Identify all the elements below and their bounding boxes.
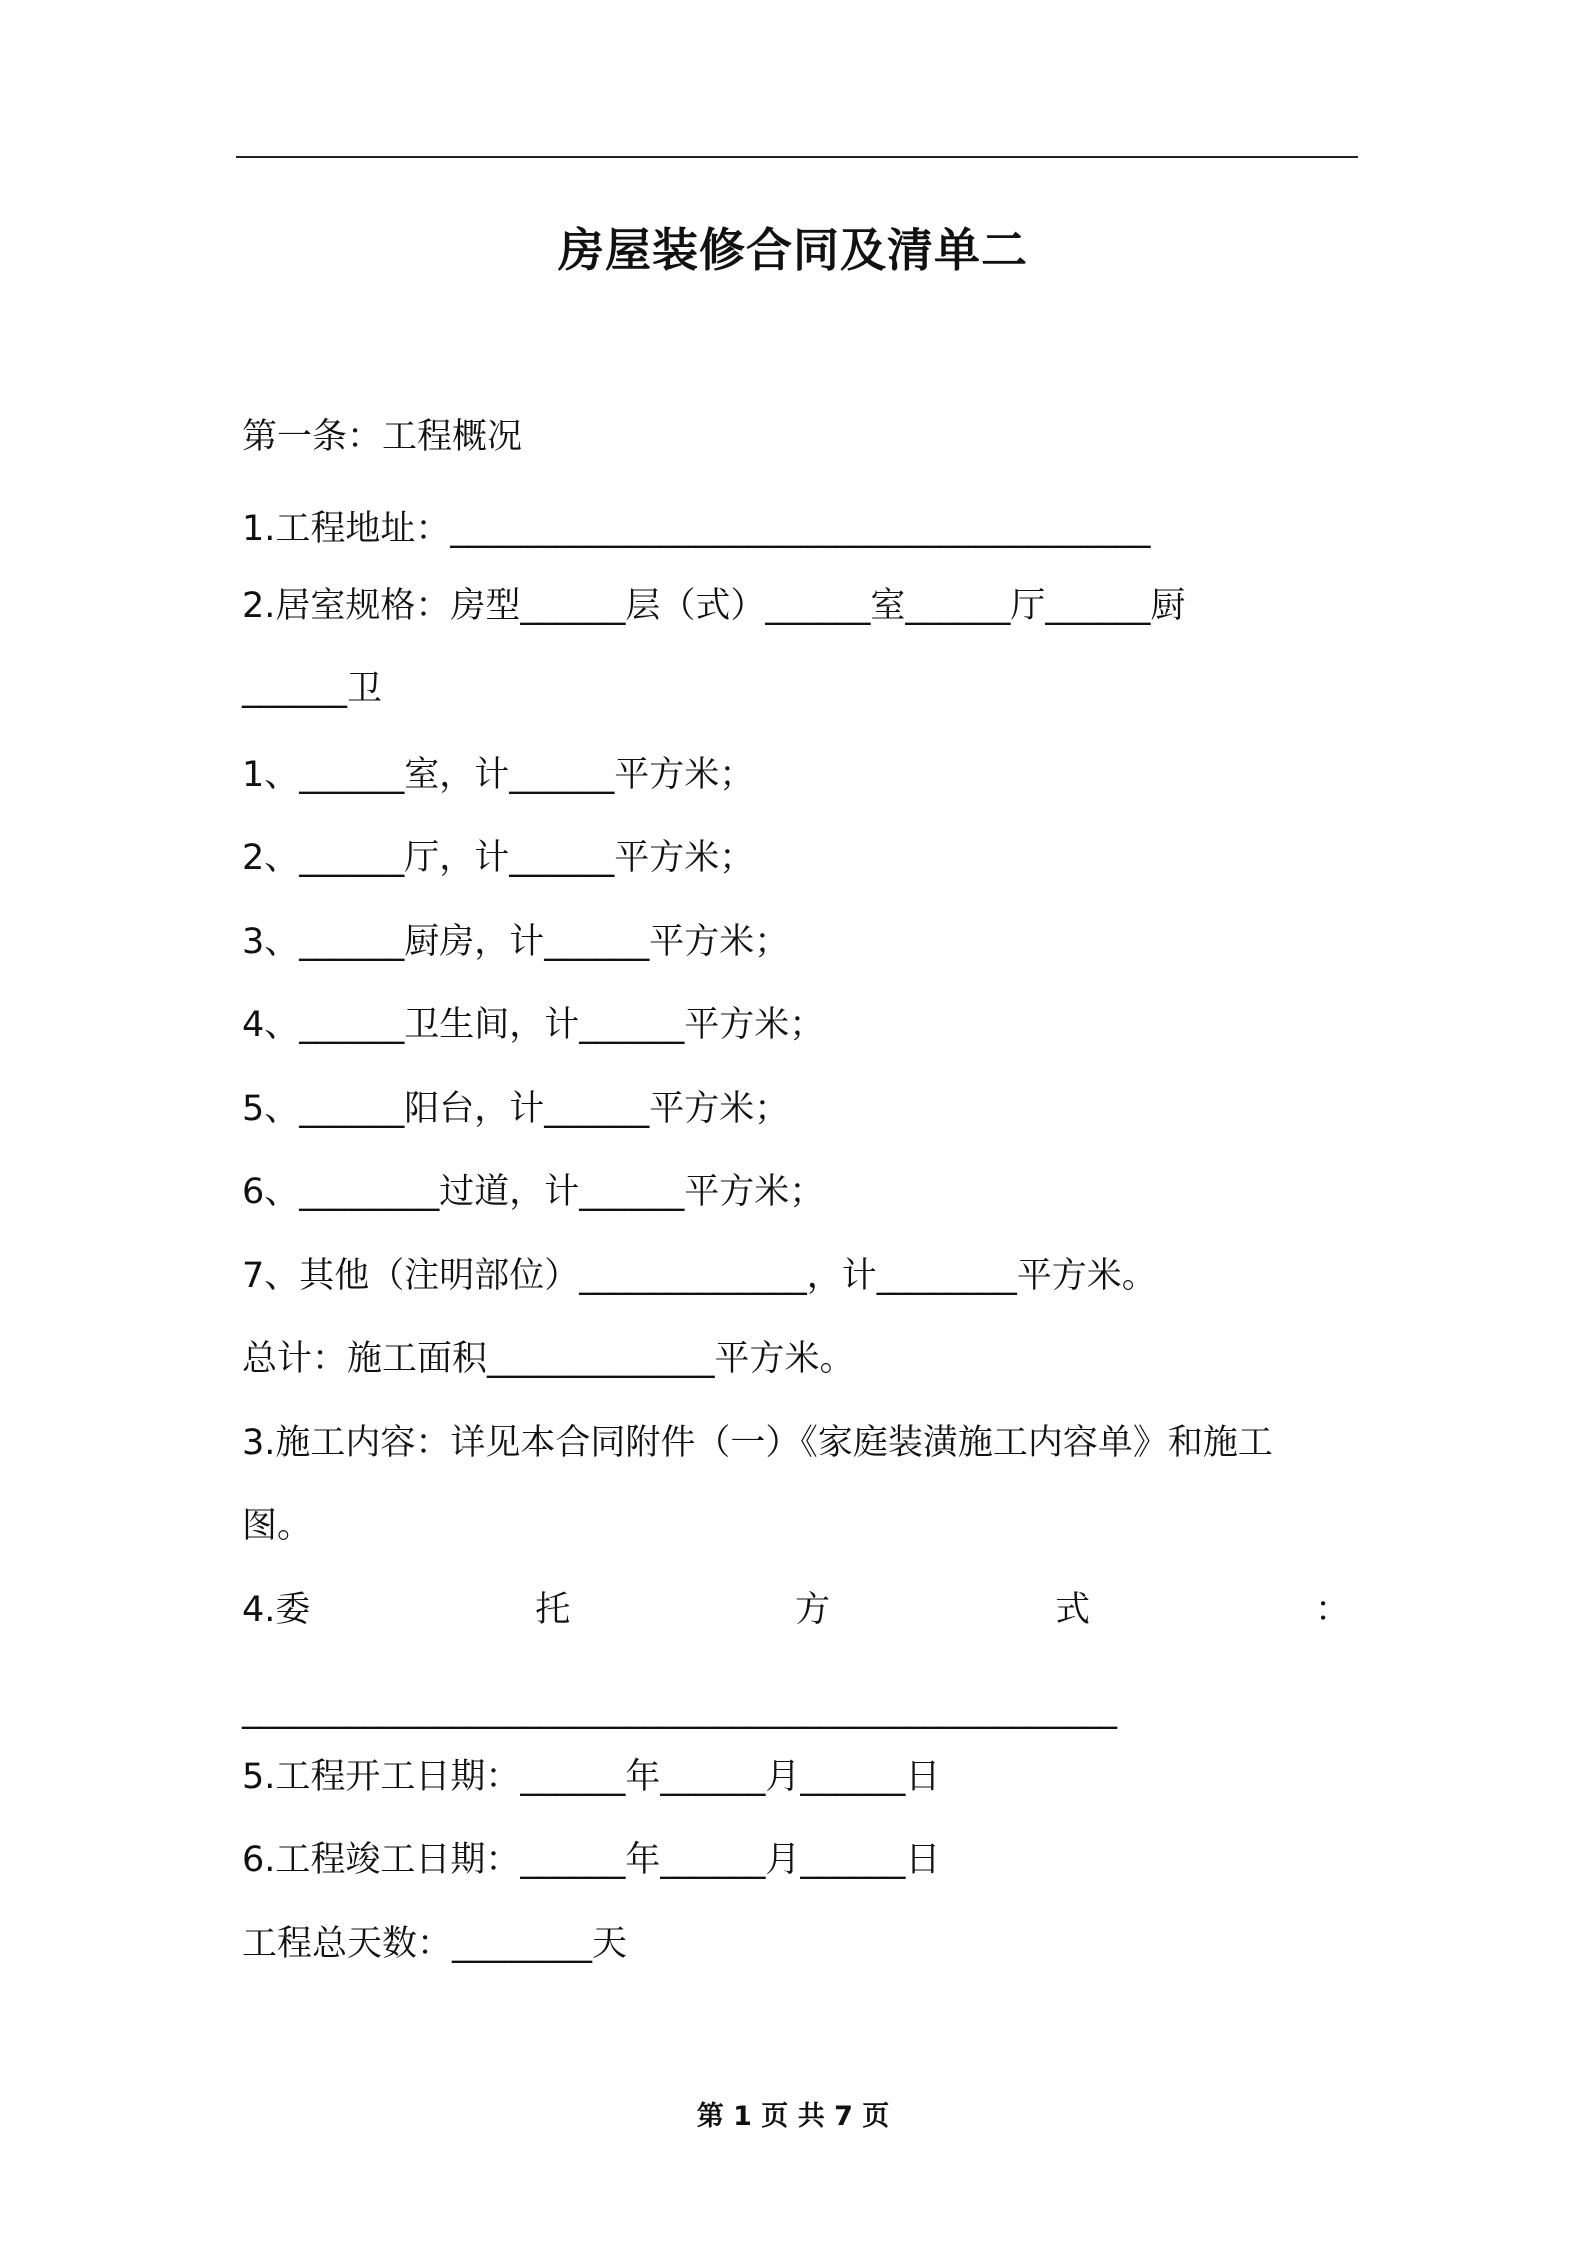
address-line: 1.工程地址：________________________________________ <box>242 509 1151 549</box>
entrust-word-2: 托 <box>535 1590 571 1630</box>
area-item-5: 5、______阳台，计______平方米； <box>242 1089 790 1129</box>
entrust-colon: ： <box>1314 1590 1350 1630</box>
area-item-1: 1、______室，计______平方米； <box>242 755 755 795</box>
entrust-word-3: 方 <box>795 1590 831 1630</box>
area-item-4: 4、______卫生间，计______平方米； <box>242 1005 825 1045</box>
area-item-7: 7、其他（注明部位）_____________，计________平方米。 <box>242 1256 1157 1296</box>
entrust-method-line <box>242 1587 1350 1633</box>
area-item-3: 3、______厨房，计______平方米； <box>242 922 790 962</box>
construction-content-line-cont: 图。 <box>242 1506 313 1546</box>
section-heading: 第一条：工程概况 <box>242 417 523 457</box>
header-rule <box>236 156 1358 158</box>
area-item-6: 6、________过道，计______平方米； <box>242 1172 825 1212</box>
page-footer: 第 1 页 共 7 页 <box>696 2101 890 2132</box>
total-area-line: 总计：施工面积_____________平方米。 <box>242 1339 855 1379</box>
entrust-word-4: 式 <box>1055 1590 1091 1630</box>
page-title: 房屋装修合同及清单二 <box>558 223 1028 277</box>
entrust-blank-line: __________________________________________________ <box>242 1690 1117 1730</box>
end-date-line: 6.工程竣工日期：______年______月______日 <box>242 1840 941 1880</box>
total-days-line: 工程总天数：________天 <box>242 1924 628 1964</box>
construction-content-line: 3.施工内容：详见本合同附件（一）《家庭装潢施工内容单》和施工 <box>242 1423 1273 1463</box>
room-spec-line: 2.居室规格：房型______层（式）______室______厅______厨 <box>242 586 1186 626</box>
start-date-line: 5.工程开工日期：______年______月______日 <box>242 1757 941 1797</box>
area-item-2: 2、______厅，计______平方米； <box>242 838 755 878</box>
entrust-word-1: 4.委 <box>242 1590 311 1630</box>
room-spec-line-cont: ______卫 <box>242 669 383 709</box>
